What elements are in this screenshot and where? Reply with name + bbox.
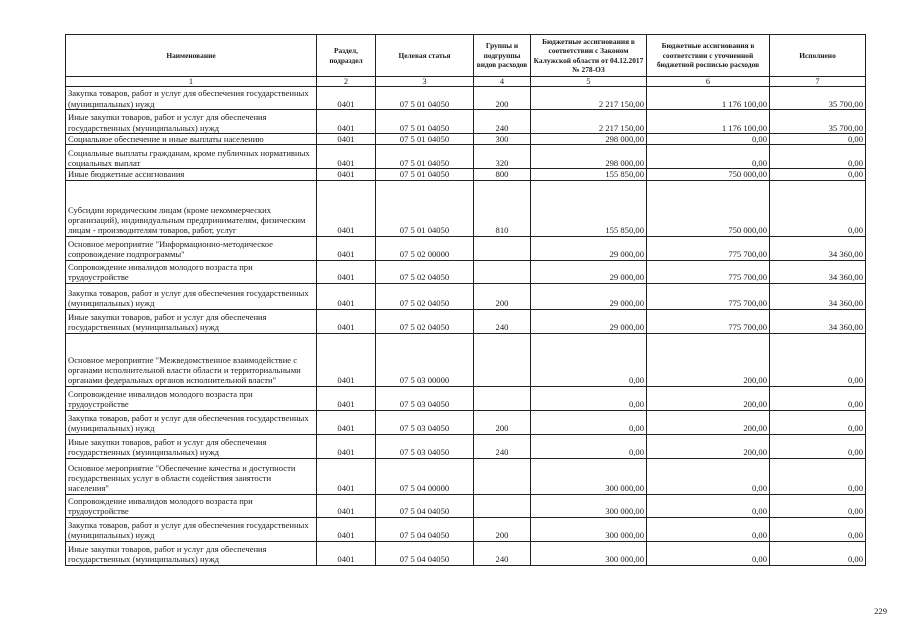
table-row	[66, 236, 866, 260]
row-section: 0401	[317, 410, 376, 434]
row-law-amount: 29 000,00	[531, 283, 647, 309]
row-target-article: 07 5 04 04050	[376, 541, 474, 565]
row-updated-amount: 775 700,00	[647, 260, 770, 283]
row-law-amount: 300 000,00	[531, 494, 647, 517]
table-row	[66, 110, 866, 134]
row-expense-group	[474, 458, 531, 494]
row-updated-amount: 0,00	[647, 517, 770, 541]
table-row	[66, 283, 866, 309]
column-number: 2	[317, 77, 376, 87]
row-target-article: 07 5 04 04050	[376, 494, 474, 517]
row-name: Иные закупки товаров, работ и услуг для обеспечения государственных (муниципальных) нужд	[66, 541, 317, 565]
row-target-article: 07 5 03 04050	[376, 410, 474, 434]
row-expense-group	[474, 386, 531, 410]
row-executed-amount: 0,00	[770, 494, 866, 517]
row-section: 0401	[317, 458, 376, 494]
row-target-article: 07 5 01 04050	[376, 180, 474, 236]
row-expense-group: 200	[474, 283, 531, 309]
row-section: 0401	[317, 434, 376, 458]
row-updated-amount: 0,00	[647, 145, 770, 169]
row-section: 0401	[317, 169, 376, 180]
page-number: 229	[874, 606, 887, 616]
row-updated-amount: 200,00	[647, 410, 770, 434]
column-number: 5	[531, 77, 647, 87]
row-section: 0401	[317, 180, 376, 236]
table-header	[66, 35, 866, 87]
row-updated-amount: 750 000,00	[647, 180, 770, 236]
row-target-article: 07 5 01 04050	[376, 87, 474, 110]
row-updated-amount: 0,00	[647, 494, 770, 517]
column-number: 7	[770, 77, 866, 87]
row-name: Основное мероприятие "Информационно-методическое сопровождение подпрограммы"	[66, 236, 317, 260]
row-updated-amount: 200,00	[647, 333, 770, 386]
row-name: Социальное обеспечение и иные выплаты населению	[66, 134, 317, 145]
table-row	[66, 87, 866, 110]
row-executed-amount: 0,00	[770, 517, 866, 541]
table-row	[66, 309, 866, 333]
row-updated-amount: 0,00	[647, 458, 770, 494]
row-updated-amount: 775 700,00	[647, 236, 770, 260]
row-section: 0401	[317, 517, 376, 541]
row-target-article: 07 5 02 04050	[376, 283, 474, 309]
table-row	[66, 169, 866, 180]
row-expense-group: 240	[474, 110, 531, 134]
row-law-amount: 2 217 150,00	[531, 87, 647, 110]
row-executed-amount: 34 360,00	[770, 236, 866, 260]
row-executed-amount: 35 700,00	[770, 87, 866, 110]
row-updated-amount: 200,00	[647, 386, 770, 410]
row-target-article: 07 5 01 04050	[376, 169, 474, 180]
row-updated-amount: 0,00	[647, 541, 770, 565]
row-section: 0401	[317, 110, 376, 134]
row-law-amount: 0,00	[531, 434, 647, 458]
row-expense-group: 810	[474, 180, 531, 236]
row-target-article: 07 5 03 00000	[376, 333, 474, 386]
column-number: 4	[474, 77, 531, 87]
row-expense-group: 200	[474, 517, 531, 541]
row-expense-group: 240	[474, 309, 531, 333]
row-updated-amount: 775 700,00	[647, 283, 770, 309]
row-updated-amount: 0,00	[647, 134, 770, 145]
row-law-amount: 0,00	[531, 333, 647, 386]
row-target-article: 07 5 04 00000	[376, 458, 474, 494]
row-section: 0401	[317, 283, 376, 309]
row-law-amount: 300 000,00	[531, 458, 647, 494]
row-expense-group	[474, 236, 531, 260]
row-executed-amount: 35 700,00	[770, 110, 866, 134]
row-law-amount: 300 000,00	[531, 517, 647, 541]
table-row	[66, 458, 866, 494]
row-executed-amount: 0,00	[770, 180, 866, 236]
row-name: Основное мероприятие "Межведомственное взаимодействие с органами исполнительной власти области и территориальными органами федеральных органов исполнительной власти"	[66, 333, 317, 386]
table-row	[66, 517, 866, 541]
table-body	[66, 87, 866, 566]
row-law-amount: 29 000,00	[531, 309, 647, 333]
row-executed-amount: 34 360,00	[770, 283, 866, 309]
row-name: Сопровождение инвалидов молодого возраста при трудоустройстве	[66, 386, 317, 410]
row-target-article: 07 5 02 00000	[376, 236, 474, 260]
row-name: Основное мероприятие "Обеспечение качества и доступности государственных услуг в области содействия занятости населения"	[66, 458, 317, 494]
row-section: 0401	[317, 145, 376, 169]
row-executed-amount: 0,00	[770, 541, 866, 565]
row-target-article: 07 5 03 04050	[376, 386, 474, 410]
table-row	[66, 333, 866, 386]
header-article: Целевая статья	[376, 35, 474, 77]
row-target-article: 07 5 01 04050	[376, 145, 474, 169]
row-name: Иные закупки товаров, работ и услуг для обеспечения государственных (муниципальных) нужд	[66, 309, 317, 333]
column-number: 1	[66, 77, 317, 87]
table-row	[66, 260, 866, 283]
row-name: Закупка товаров, работ и услуг для обеспечения государственных (муниципальных) нужд	[66, 517, 317, 541]
row-law-amount: 29 000,00	[531, 236, 647, 260]
table-row	[66, 386, 866, 410]
row-law-amount: 300 000,00	[531, 541, 647, 565]
row-executed-amount: 0,00	[770, 410, 866, 434]
row-target-article: 07 5 02 04050	[376, 309, 474, 333]
row-target-article: 07 5 01 04050	[376, 134, 474, 145]
row-executed-amount: 34 360,00	[770, 309, 866, 333]
table-row	[66, 180, 866, 236]
row-executed-amount: 0,00	[770, 333, 866, 386]
header-section: Раздел, подраздел	[317, 35, 376, 77]
header-law-allocations: Бюджетные ассигнования в соответствии с Законом Калужской области от 04.12.2017 № 278-ОЗ	[531, 35, 647, 77]
row-law-amount: 29 000,00	[531, 260, 647, 283]
row-section: 0401	[317, 134, 376, 145]
column-number: 3	[376, 77, 474, 87]
row-expense-group	[474, 494, 531, 517]
row-section: 0401	[317, 87, 376, 110]
row-name: Закупка товаров, работ и услуг для обеспечения государственных (муниципальных) нужд	[66, 283, 317, 309]
row-expense-group: 240	[474, 434, 531, 458]
row-section: 0401	[317, 494, 376, 517]
row-target-article: 07 5 03 04050	[376, 434, 474, 458]
row-law-amount: 155 850,00	[531, 169, 647, 180]
row-executed-amount: 0,00	[770, 434, 866, 458]
row-name: Иные бюджетные ассигнования	[66, 169, 317, 180]
row-name: Сопровождение инвалидов молодого возраста при трудоустройстве	[66, 494, 317, 517]
row-updated-amount: 1 176 100,00	[647, 110, 770, 134]
row-section: 0401	[317, 309, 376, 333]
table-row	[66, 541, 866, 565]
table-row	[66, 410, 866, 434]
row-executed-amount: 0,00	[770, 134, 866, 145]
row-target-article: 07 5 02 04050	[376, 260, 474, 283]
row-expense-group: 240	[474, 541, 531, 565]
row-target-article: 07 5 01 04050	[376, 110, 474, 134]
row-law-amount: 298 000,00	[531, 134, 647, 145]
row-name: Сопровождение инвалидов молодого возраста при трудоустройстве	[66, 260, 317, 283]
row-executed-amount: 0,00	[770, 169, 866, 180]
row-law-amount: 0,00	[531, 410, 647, 434]
row-expense-group: 320	[474, 145, 531, 169]
table-row	[66, 145, 866, 169]
row-executed-amount: 0,00	[770, 145, 866, 169]
row-expense-group: 300	[474, 134, 531, 145]
row-name: Субсидии юридическим лицам (кроме некоммерческих организаций), индивидуальным предпринимателям, физическим лицам - производителям товаров, работ, услуг	[66, 180, 317, 236]
row-expense-group	[474, 333, 531, 386]
budget-table	[65, 34, 866, 566]
row-name: Иные закупки товаров, работ и услуг для обеспечения государственных (муниципальных) нужд	[66, 110, 317, 134]
table-row	[66, 434, 866, 458]
row-updated-amount: 200,00	[647, 434, 770, 458]
row-section: 0401	[317, 541, 376, 565]
row-expense-group: 800	[474, 169, 531, 180]
row-executed-amount: 0,00	[770, 458, 866, 494]
row-updated-amount: 1 176 100,00	[647, 87, 770, 110]
row-section: 0401	[317, 386, 376, 410]
row-updated-amount: 775 700,00	[647, 309, 770, 333]
row-law-amount: 155 850,00	[531, 180, 647, 236]
row-law-amount: 0,00	[531, 386, 647, 410]
row-law-amount: 2 217 150,00	[531, 110, 647, 134]
table-row	[66, 494, 866, 517]
row-section: 0401	[317, 260, 376, 283]
column-number: 6	[647, 77, 770, 87]
row-law-amount: 298 000,00	[531, 145, 647, 169]
row-expense-group	[474, 260, 531, 283]
row-executed-amount: 34 360,00	[770, 260, 866, 283]
row-target-article: 07 5 04 04050	[376, 517, 474, 541]
header-updated-allocations: Бюджетные ассигнования в соответствии с уточненной бюджетной росписью расходов	[647, 35, 770, 77]
table-row	[66, 134, 866, 145]
row-expense-group: 200	[474, 410, 531, 434]
row-section: 0401	[317, 236, 376, 260]
header-groups: Группы и подгруппы видов расходов	[474, 35, 531, 77]
row-executed-amount: 0,00	[770, 386, 866, 410]
row-name: Социальные выплаты гражданам, кроме публичных нормативных социальных выплат	[66, 145, 317, 169]
row-name: Иные закупки товаров, работ и услуг для обеспечения государственных (муниципальных) нужд	[66, 434, 317, 458]
row-name: Закупка товаров, работ и услуг для обеспечения государственных (муниципальных) нужд	[66, 87, 317, 110]
header-executed: Исполнено	[770, 35, 866, 77]
row-section: 0401	[317, 333, 376, 386]
row-name: Закупка товаров, работ и услуг для обеспечения государственных (муниципальных) нужд	[66, 410, 317, 434]
row-expense-group: 200	[474, 87, 531, 110]
row-updated-amount: 750 000,00	[647, 169, 770, 180]
header-name: Наименование	[66, 35, 317, 77]
